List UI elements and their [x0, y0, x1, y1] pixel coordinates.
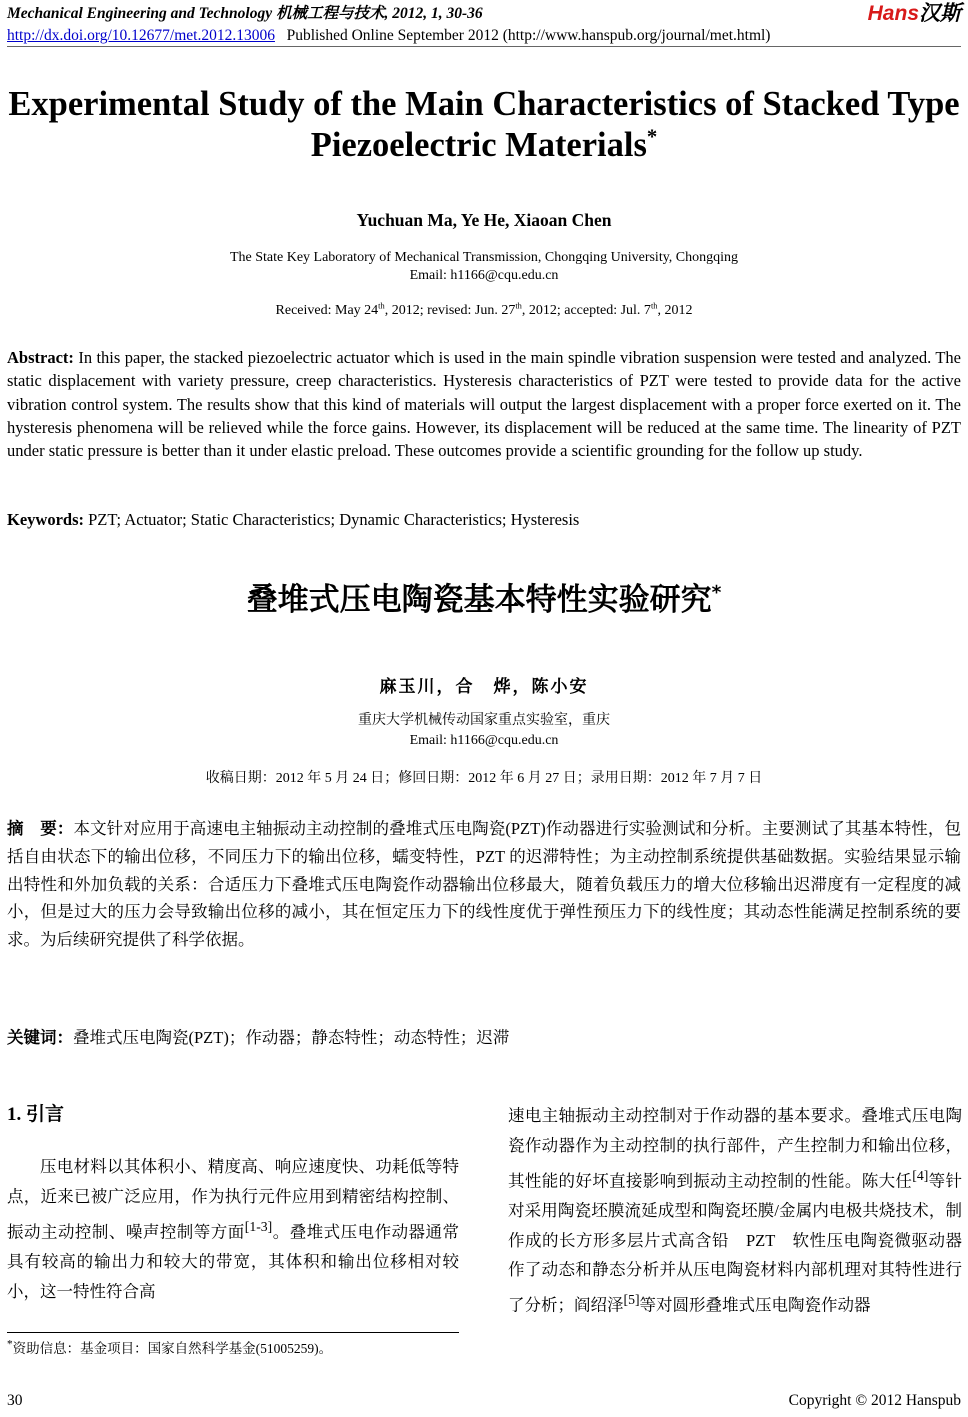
copyright: Copyright © 2012 Hanspub — [788, 1392, 961, 1409]
abstract-cn — [7, 815, 961, 954]
received-dates-en — [0, 303, 968, 319]
body-text: 速电主轴振动主动控制对于作动器的基本要求。叠堆式压电陶瓷作动器作为主动控制的执行部件，产生控制力和输出位移，其性能的好坏直接影响到振动主动控制的性能。陈大任 — [508, 1106, 962, 1191]
published-online: Published Online September 2012 (http://www.hanspub.org/journal/met.html) — [286, 27, 771, 44]
email-en: Email: h1166@cqu.edu.cn — [409, 268, 559, 283]
logo-text-en: Hans — [867, 2, 919, 25]
page-number: 30 — [7, 1392, 23, 1409]
running-header — [7, 3, 961, 47]
body-text: 。叠堆式压电作动器通常具有较高的输出力和较大的带宽，其体积和输出位移相对较小，这一特性符合高 — [7, 1222, 460, 1301]
received-text: Received: May 24 — [275, 303, 379, 318]
body-right-column — [508, 1101, 962, 1321]
revised-text: , 2012; revised: Jun. 27 — [384, 303, 516, 318]
citation-ref[interactable]: [4] — [912, 1167, 929, 1183]
section-heading: 1. 引言 — [7, 1104, 65, 1125]
keywords-label: Keywords: — [7, 510, 84, 529]
abstract-text-cn: 本文针对应用于高速电主轴振动主动控制的叠堆式压电陶瓷(PZT)作动器进行实验测试和分析。主要测试了其基本特性，包括自由状态下的输出位移，不同压力下的输出位移，蠕变特性，PZT 的迟滞特性；为主动控制系统提供基础数据。实验结果显示输出特性和外加负载的关系：合适压力下叠堆式压电陶瓷作动器输出位移最大，随着负载压力的增大位移输出迟滞度有一定程度的减小，但是过大的压力会导致输出位移的减小，其在恒定压力下的线性度优于弹性预压力下的线性度；其动态性能满足控制系统的要求。为后续研究提供了科学依据。 — [7, 819, 961, 950]
received-dates-cn: 收稿日期：2012 年 5 月 24 日；修回日期：2012 年 6 月 27 日；录用日期：2012 年 7 月 7 日 — [205, 771, 763, 786]
title-text-cn: 叠堆式压电陶瓷基本特性实验研究 — [246, 582, 712, 618]
authors-en: Yuchuan Ma, Ye He, Xiaoan Chen — [356, 210, 612, 230]
journal-name: Mechanical Engineering and Technology — [7, 5, 273, 22]
hans-logo — [868, 3, 961, 25]
citation: , 2012, 1, 30-36 — [384, 5, 483, 22]
footnote-text: 资助信息：基金项目：国家自然科学基金(51005259)。 — [12, 1341, 333, 1356]
header-rule — [7, 46, 961, 47]
paper-title-en — [0, 84, 968, 166]
journal-line — [7, 3, 961, 25]
footnote-mark: * — [7, 1338, 13, 1351]
keywords-cn-label: 关键词： — [7, 1028, 73, 1047]
body-text: 等针对采用陶瓷坯膜流延成型和陶瓷坯膜/金属内电极共烧技术，制作成的长方形多层片式高含铅 PZT 软性压电陶瓷微驱动器作了动态和静态分析并从压电陶瓷材料内部机理对其特性进行了分析；阎绍泽 — [508, 1171, 963, 1315]
accepted-text: , 2012; accepted: Jul. 7 — [521, 303, 651, 318]
abstract-text-en: In this paper, the stacked piezoelectric actuator which is used in the main spindle vibration suspension were tested and analyzed. The static displacement with variety pressure, creep characteristics. Hysteresis characteristics of PZT were tested to provide data for the active vibration control system. The results show that this kind of materials will output the largest displacement with a proper force exerted on it. The hysteresis phenomena will be relieved while the force gains. However, its displacement will be reduced at the same time. The linearity of PZT under static pressure is better than it under elastic preload. These outcomes provide a scientific grounding for the follow up study. — [7, 348, 961, 461]
affiliation-cn-block — [0, 711, 968, 751]
title-note-mark-cn: * — [711, 582, 722, 604]
abstract-cn-label: 摘 要： — [7, 819, 74, 838]
affiliation-en: The State Key Laboratory of Mechanical Transmission, Chongqing University, Chongqing — [229, 250, 739, 265]
doi-link[interactable]: http://dx.doi.org/10.12677/met.2012.13006 — [7, 27, 275, 44]
footnote-rule — [7, 1332, 459, 1333]
keywords-en — [7, 508, 961, 531]
authors-cn: 麻玉川，合 烨，陈小安 — [379, 677, 589, 697]
footnote — [7, 1337, 332, 1357]
body-text: 等对圆形叠堆式压电陶瓷作动器 — [639, 1295, 871, 1315]
doi-line — [7, 25, 961, 47]
ordinal-suffix: th — [650, 301, 658, 311]
citation-ref[interactable]: [5] — [623, 1292, 640, 1308]
email-cn: Email: h1166@cqu.edu.cn — [409, 733, 559, 748]
abstract-en — [7, 346, 961, 462]
ordinal-suffix: th — [378, 301, 385, 311]
logo-text-cn: 汉斯 — [919, 2, 961, 25]
body-text: 压电材料以其体积小、精度高、响应速度快、功耗低等特点，近来已被广泛应用，作为执行元件应用到精密结构控制、振动主动控制、噪声控制等方面 — [7, 1157, 459, 1242]
title-text-en: Experimental Study of the Main Characteristics of Stacked Type Piezoelectric Materials — [8, 85, 960, 164]
title-note-mark: * — [646, 126, 658, 149]
ordinal-suffix: th — [515, 301, 522, 311]
affiliation-cn: 重庆大学机械传动国家重点实验室，重庆 — [358, 713, 610, 728]
paper-title-cn — [0, 578, 968, 622]
keywords-text-cn: 叠堆式压电陶瓷(PZT)；作动器；静态特性；动态特性；迟滞 — [73, 1028, 510, 1047]
keywords-text-en: PZT; Actuator; Static Characteristics; Dynamic Characteristics; Hysteresis — [84, 510, 580, 529]
abstract-label: Abstract: — [7, 348, 74, 367]
affiliation-en-block — [0, 249, 968, 285]
citation-ref[interactable]: [1-3] — [244, 1218, 273, 1234]
journal-name-cn: 机械工程与技术 — [275, 5, 385, 22]
year-text: , 2012 — [657, 303, 693, 318]
body-left-column — [7, 1152, 459, 1306]
keywords-cn — [7, 1024, 961, 1052]
